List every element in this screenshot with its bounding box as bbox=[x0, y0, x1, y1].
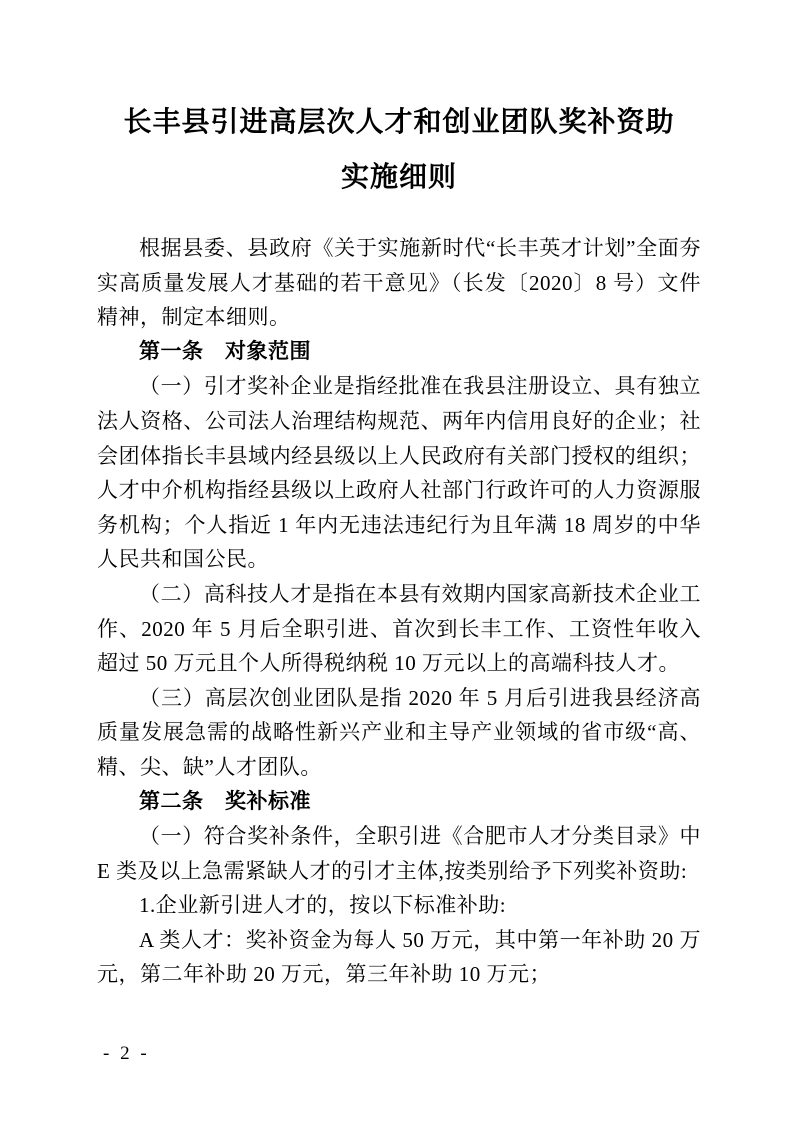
page-number: - 2 - bbox=[103, 1043, 150, 1064]
document-body bbox=[97, 231, 701, 992]
paragraph-article2-item1: （一）符合奖补条件，全职引进《合肥市人才分类目录》中 E 类及以上急需紧缺人才的引才主体,按类别给予下列奖补资助: bbox=[97, 824, 701, 883]
section-heading-article-1: 第一条 对象范围 bbox=[139, 339, 311, 363]
paragraph-article1-item3: （三）高层次创业团队是指 2020 年 5 月后引进我县经济高质量发展急需的战略性新兴产业和主导产业领域的省市级“高、精、尖、缺”人才团队。 bbox=[97, 685, 701, 779]
paragraph-article1-item1: （一）引才奖补企业是指经批准在我县注册设立、具有独立法人资格、公司法人治理结构规范、两年内信用良好的企业；社会团体指长丰县域内经县级以上人民政府有关部门授权的组织；人才中介机构指经县级以上政府人社部门行政许可的人力资源服务机构；个人指近 1 年内无违法违纪行为且年满 18 周岁的中华人民共和国公民。 bbox=[97, 374, 701, 572]
paragraph-article2-subitem1: 1.企业新引进人才的，按以下标准补助: bbox=[139, 893, 507, 918]
paragraph-preamble: 根据县委、县政府《关于实施新时代“长丰英才计划”全面夯实高质量发展人才基础的若干意见》（长发〔2020〕8 号）文件精神，制定本细则。 bbox=[97, 236, 701, 330]
paragraph-article2-class-a: A 类人才：奖补资金为每人 50 万元，其中第一年补助 20 万元，第二年补助 20 万元，第三年补助 10 万元； bbox=[97, 927, 701, 987]
paragraph-article1-item2: （二）高科技人才是指在本县有效期内国家高新技术企业工作、2020 年 5 月后全职引进、首次到长丰工作、工资性年收入超过 50 万元且个人所得税纳税 10 万元以上的高端科技人才。 bbox=[97, 581, 701, 676]
document-title bbox=[97, 95, 701, 205]
document-title-line-2: 实施细则 bbox=[340, 162, 457, 193]
section-heading-article-2: 第二条 奖补标准 bbox=[139, 789, 311, 813]
document-content bbox=[97, 0, 701, 992]
document-title-line-1: 长丰县引进高层次人才和创业团队奖补资助 bbox=[123, 107, 675, 138]
